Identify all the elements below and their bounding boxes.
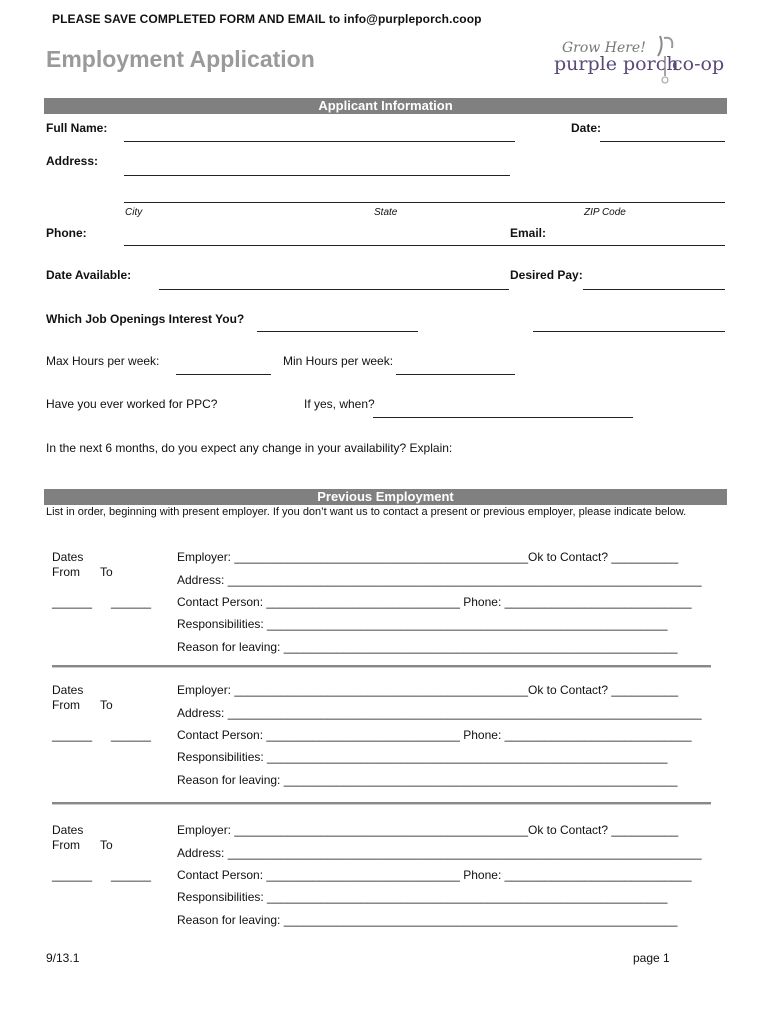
to-date-field[interactable]: ______ (111, 595, 152, 609)
block-separator (52, 665, 711, 668)
phone-label: Phone: (46, 226, 87, 240)
dates-label: Dates (52, 550, 84, 564)
responsibilities-field[interactable]: Responsibilities: ____________________________________________________________ (177, 890, 668, 904)
contact-person-field[interactable]: Contact Person: _____________________________ Phone: ____________________________ (177, 728, 692, 742)
email-label: Email: (510, 226, 547, 240)
desired-pay-field[interactable] (583, 289, 725, 290)
min-hours-field[interactable] (396, 374, 515, 375)
from-label: From (52, 838, 80, 852)
logo-tagline: Grow Here! (562, 40, 646, 56)
from-label: From (52, 565, 80, 579)
logo-graphic (552, 32, 732, 88)
full-name-label: Full Name: (46, 121, 108, 135)
employer-field[interactable]: Employer: ____________________________________________Ok to Contact? __________ (177, 823, 679, 837)
max-hours-field[interactable] (176, 374, 271, 375)
job-openings-field-1[interactable] (257, 331, 418, 332)
applicant-section-bar: Applicant Information (44, 98, 727, 114)
version-label: 9/13.1 (46, 951, 80, 965)
dates-label: Dates (52, 683, 84, 697)
employer-address-field[interactable]: Address: _______________________________________________________________________ (177, 573, 702, 587)
to-date-field[interactable]: ______ (111, 868, 152, 882)
date-available-field[interactable] (159, 289, 509, 290)
reason-leaving-field[interactable]: Reason for leaving: ___________________________________________________________ (177, 913, 678, 927)
from-date-field[interactable]: ______ (52, 595, 93, 609)
if-yes-label: If yes, when? (304, 397, 375, 411)
address-label: Address: (46, 154, 99, 168)
desired-pay-label: Desired Pay: (510, 268, 583, 282)
date-label: Date: (571, 121, 602, 135)
worked-ppc-label: Have you ever worked for PPC? (46, 397, 218, 411)
zip-label: ZIP Code (584, 207, 626, 218)
contact-person-field[interactable]: Contact Person: _____________________________ Phone: ____________________________ (177, 868, 692, 882)
employer-address-field[interactable]: Address: _______________________________________________________________________ (177, 846, 702, 860)
reason-leaving-field[interactable]: Reason for leaving: ___________________________________________________________ (177, 773, 678, 787)
to-label: To (100, 838, 113, 852)
reason-leaving-field[interactable]: Reason for leaving: ___________________________________________________________ (177, 640, 678, 654)
state-label: State (374, 207, 398, 218)
employer-field[interactable]: Employer: ____________________________________________Ok to Contact? __________ (177, 550, 679, 564)
block-separator (52, 802, 711, 805)
page-title: Employment Application (46, 46, 315, 72)
to-date-field[interactable]: ______ (111, 728, 152, 742)
availability-change-label: In the next 6 months, do you expect any change in your availability? Explain: (46, 441, 453, 455)
full-name-field[interactable] (124, 141, 515, 142)
responsibilities-field[interactable]: Responsibilities: ____________________________________________________________ (177, 750, 668, 764)
logo-suffix: co-op (672, 53, 725, 75)
employment-section-bar: Previous Employment (44, 489, 727, 505)
from-label: From (52, 698, 80, 712)
job-openings-label: Which Job Openings Interest You? (46, 312, 245, 326)
job-openings-field-2[interactable] (533, 331, 725, 332)
city-label: City (125, 207, 143, 218)
date-field[interactable] (600, 141, 725, 142)
employer-address-field[interactable]: Address: _______________________________________________________________________ (177, 706, 702, 720)
if-yes-field[interactable] (373, 417, 633, 418)
to-label: To (100, 698, 113, 712)
save-notice: PLEASE SAVE COMPLETED FORM AND EMAIL to info@purpleporch.coop (52, 12, 482, 26)
from-date-field[interactable]: ______ (52, 728, 93, 742)
from-date-field[interactable]: ______ (52, 868, 93, 882)
date-available-label: Date Available: (46, 268, 132, 282)
employer-field[interactable]: Employer: ____________________________________________Ok to Contact? __________ (177, 683, 679, 697)
address-field-2[interactable] (124, 202, 725, 203)
employment-instructions: List in order, beginning with present employer. If you don’t want us to contact a present or previous employer, please indicate below. (46, 506, 687, 518)
contact-person-field[interactable]: Contact Person: _____________________________ Phone: ____________________________ (177, 595, 692, 609)
max-hours-label: Max Hours per week: (46, 354, 160, 368)
address-field-1[interactable] (124, 175, 510, 176)
responsibilities-field[interactable]: Responsibilities: ____________________________________________________________ (177, 617, 668, 631)
email-field[interactable] (510, 245, 725, 246)
phone-field[interactable] (124, 245, 510, 246)
dates-label: Dates (52, 823, 84, 837)
min-hours-label: Min Hours per week: (283, 354, 394, 368)
logo-name: purple porch (554, 53, 679, 75)
page-number: page 1 (633, 951, 670, 965)
to-label: To (100, 565, 113, 579)
purple-porch-logo (552, 32, 732, 88)
